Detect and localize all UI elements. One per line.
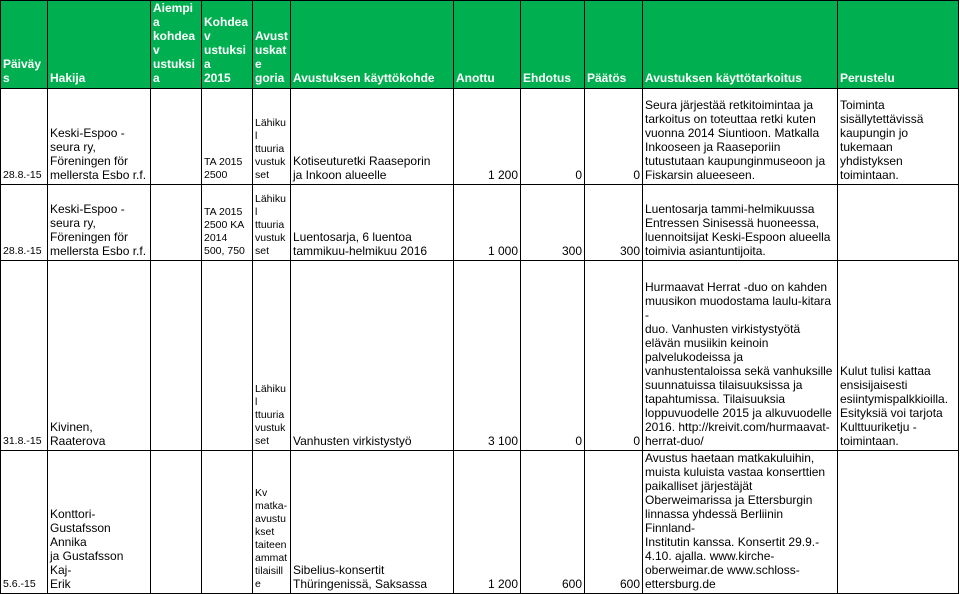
header-proposal: Ehdotus: [521, 1, 585, 89]
cell-purpose: Luentosarja tammi-helmikuussa Entressen Sinisessä huoneessa, luennoitsijat Keski-Espoon alueella toimivia asiantuntijoita.: [643, 185, 838, 261]
cell-applicant: Kivinen, Raaterova: [48, 261, 151, 451]
cell-purpose: Hurmaavat Herrat -duo on kahden muusikon muodostama laulu-kitara - duo. Vanhusten virkistystyötä elävän musiikin keinoin palvelukodeissa ja vanhustentaloissa sekä vanhuksille suunnatuissa tilaisuuksissa ja tapahtumissa. Tilaisuuksia loppuvuodelle 2015 ja alkuvuodelle 2016. http://kreivit.com/hurmaavat- herrat-duo/: [643, 261, 838, 451]
cell-grants-2015: [202, 261, 253, 451]
header-applicant: Hakija: [48, 1, 151, 89]
header-reason: Perustelu: [838, 1, 959, 89]
cell-grants-2015: TA 2015 2500: [202, 89, 253, 185]
cell-applied: 1 200: [454, 451, 521, 594]
table-row: [1, 261, 959, 451]
cell-applied: 1 200: [454, 89, 521, 185]
header-row: [1, 1, 959, 89]
cell-target: Kotiseuturetki Raaseporin ja Inkoon alueelle: [291, 89, 454, 185]
cell-category: Lähikul ttuuria vustuk set: [253, 185, 291, 261]
cell-decision: 0: [585, 89, 643, 185]
header-applied: Anottu: [454, 1, 521, 89]
header-decision: Päätös: [585, 1, 643, 89]
table-row: [1, 89, 959, 185]
cell-proposal: 600: [521, 451, 585, 594]
cell-grants-2015: TA 2015 2500 KA 2014 500, 750: [202, 185, 253, 261]
cell-date: 28.8.-15: [1, 185, 48, 261]
header-previous-grants: Aiempia kohdeav ustuksia: [151, 1, 202, 89]
cell-previous: [151, 451, 202, 594]
cell-proposal: 0: [521, 261, 585, 451]
header-date: Päiväys: [1, 1, 48, 89]
cell-target: Sibelius-konsertit Thüringenissä, Saksassa: [291, 451, 454, 594]
table-row: [1, 451, 959, 594]
cell-applied: 1 000: [454, 185, 521, 261]
cell-grants-2015: [202, 451, 253, 594]
cell-category: Kv matka- avustu kset taiteen ammat tilaisill e: [253, 451, 291, 594]
cell-applicant: Keski-Espoo - seura ry, Föreningen för mellersta Esbo r.f.: [48, 185, 151, 261]
cell-category: Lähikul ttuuria vustuk set: [253, 261, 291, 451]
cell-previous: [151, 89, 202, 185]
cell-previous: [151, 261, 202, 451]
cell-decision: 600: [585, 451, 643, 594]
cell-reason: Toiminta sisällytettävissä kaupungin jo tukemaan yhdistyksen toimintaan.: [838, 89, 959, 185]
header-category: Avust uskate goria: [253, 1, 291, 89]
cell-category: Lähikul ttuuria vustuk set: [253, 89, 291, 185]
cell-target: Luentosarja, 6 luentoa tammikuu-helmikuu 2016: [291, 185, 454, 261]
cell-reason: [838, 451, 959, 594]
header-target: Avustuksen käyttökohde: [291, 1, 454, 89]
cell-proposal: 0: [521, 89, 585, 185]
cell-target: Vanhusten virkistystyö: [291, 261, 454, 451]
header-grants-2015: Kohdeav ustuksia 2015: [202, 1, 253, 89]
cell-applicant: Keski-Espoo - seura ry, Föreningen för mellersta Esbo r.f.: [48, 89, 151, 185]
cell-reason: Kulut tulisi kattaa ensisijaisesti esiintymispalkkioilla. Esityksiä voi tarjota Kulttuuriketju - toimintaan.: [838, 261, 959, 451]
header-purpose: Avustuksen käyttötarkoitus: [643, 1, 838, 89]
cell-reason: [838, 185, 959, 261]
cell-date: 31.8.-15: [1, 261, 48, 451]
cell-decision: 0: [585, 261, 643, 451]
table-row: [1, 185, 959, 261]
cell-decision: 300: [585, 185, 643, 261]
cell-applicant: Konttori- Gustafsson Annika ja Gustafsson Kaj- Erik: [48, 451, 151, 594]
cell-proposal: 300: [521, 185, 585, 261]
cell-previous: [151, 185, 202, 261]
cell-applied: 3 100: [454, 261, 521, 451]
cell-purpose: Seura järjestää retkitoimintaa ja tarkoitus on toteuttaa retki kuten vuonna 2014 Siuntioon. Matkalla Inkooseen ja Raaseporiin tutustutaan kaupunginmuseoon ja Fiskarsin alueeseen.: [643, 89, 838, 185]
cell-date: 5.6.-15: [1, 451, 48, 594]
cell-purpose: Avustus haetaan matkakuluihin, muista kuluista vastaa konserttien paikalliset järjestäjät Oberweimarissa ja Ettersburgin linnassa yhdessä Berliinin Finnland- Institutin kanssa. Konsertit 29.9.- 4.10. ajalla. www.kirche- oberweimar.de www.schloss- ettersburg.de: [643, 451, 838, 594]
cell-date: 28.8.-15: [1, 89, 48, 185]
